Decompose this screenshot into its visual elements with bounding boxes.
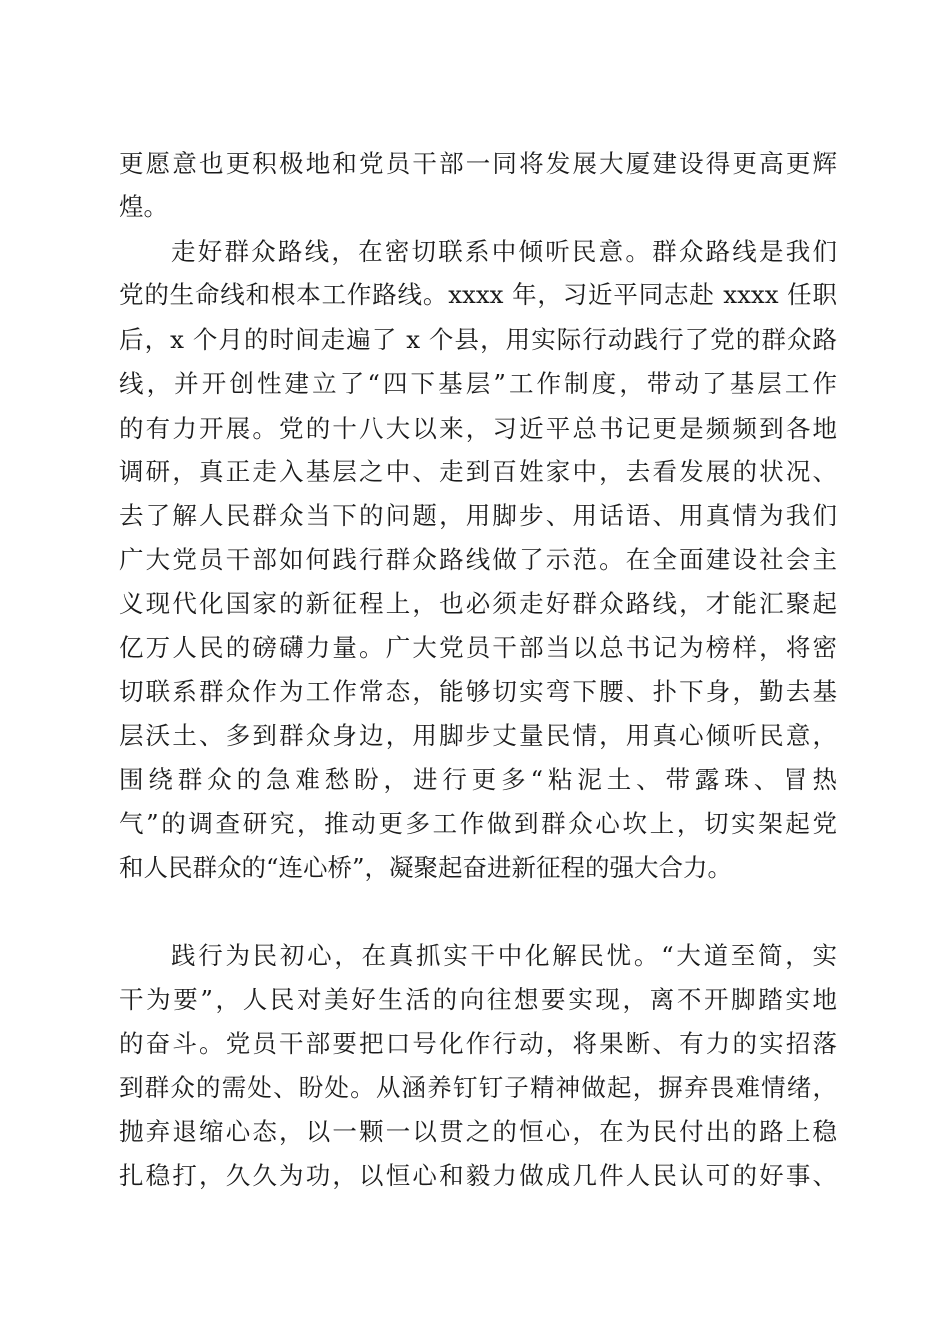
paragraph-2-line: 气”的调查研究，推动更多工作做到群众心坎上，切实架起党 [119, 809, 837, 838]
paragraph-1-line: 更愿意也更积极地和党员干部一同将发展大厦建设得更高更辉 [119, 149, 837, 178]
paragraph-2-line: 党的生命线和根本工作路线。xxxx 年，习近平同志赴 xxxx 任职 [119, 280, 837, 309]
paragraph-2-line: 去了解人民群众当下的问题，用脚步、用话语、用真情为我们 [119, 501, 837, 530]
paragraph-2-line: 亿万人民的磅礴力量。广大党员干部当以总书记为榜样，将密 [119, 633, 837, 662]
paragraph-3-line: 扎稳打，久久为功，以恒心和毅力做成几件人民认可的好事、 [119, 1161, 837, 1190]
paragraph-2-line: 调研，真正走入基层之中、走到百姓家中，去看发展的状况、 [119, 457, 837, 486]
paragraph-3-line: 的奋斗。党员干部要把口号化作行动，将果断、有力的实招落 [119, 1029, 837, 1058]
paragraph-2-line: 和人民群众的“连心桥”，凝聚起奋进新征程的强大合力。 [119, 853, 733, 882]
paragraph-2-line: 围绕群众的急难愁盼，进行更多“粘泥土、带露珠、冒热 [119, 765, 837, 794]
paragraph-2-line: 线，并开创性建立了“四下基层”工作制度，带动了基层工作 [119, 369, 837, 398]
paragraph-2-line: 的有力开展。党的十八大以来，习近平总书记更是频频到各地 [119, 414, 837, 443]
paragraph-3-line: 抛弃退缩心态，以一颗一以贯之的恒心，在为民付出的路上稳 [119, 1117, 837, 1146]
paragraph-3-line: 践行为民初心，在真抓实干中化解民忧。“大道至简，实 [171, 941, 837, 970]
paragraph-2-line: 后，x 个月的时间走遍了 x 个县，用实际行动践行了党的群众路 [119, 325, 837, 354]
paragraph-2-line: 切联系群众作为工作常态，能够切实弯下腰、扑下身，勤去基 [119, 677, 837, 706]
paragraph-3-line: 到群众的需处、盼处。从涵养钉钉子精神做起，摒弃畏难情绪， [119, 1073, 837, 1102]
paragraph-3-line: 干为要”，人民对美好生活的向往想要实现，离不开脚踏实地 [119, 985, 837, 1014]
paragraph-2-line: 广大党员干部如何践行群众路线做了示范。在全面建设社会主 [119, 545, 837, 574]
paragraph-1-line: 煌。 [119, 192, 168, 221]
paragraph-2-line: 义现代化国家的新征程上，也必须走好群众路线，才能汇聚起 [119, 589, 837, 618]
paragraph-2-line: 层沃土、多到群众身边，用脚步丈量民情，用真心倾听民意， [119, 721, 837, 750]
paragraph-2-line: 走好群众路线，在密切联系中倾听民意。群众路线是我们 [171, 237, 837, 266]
